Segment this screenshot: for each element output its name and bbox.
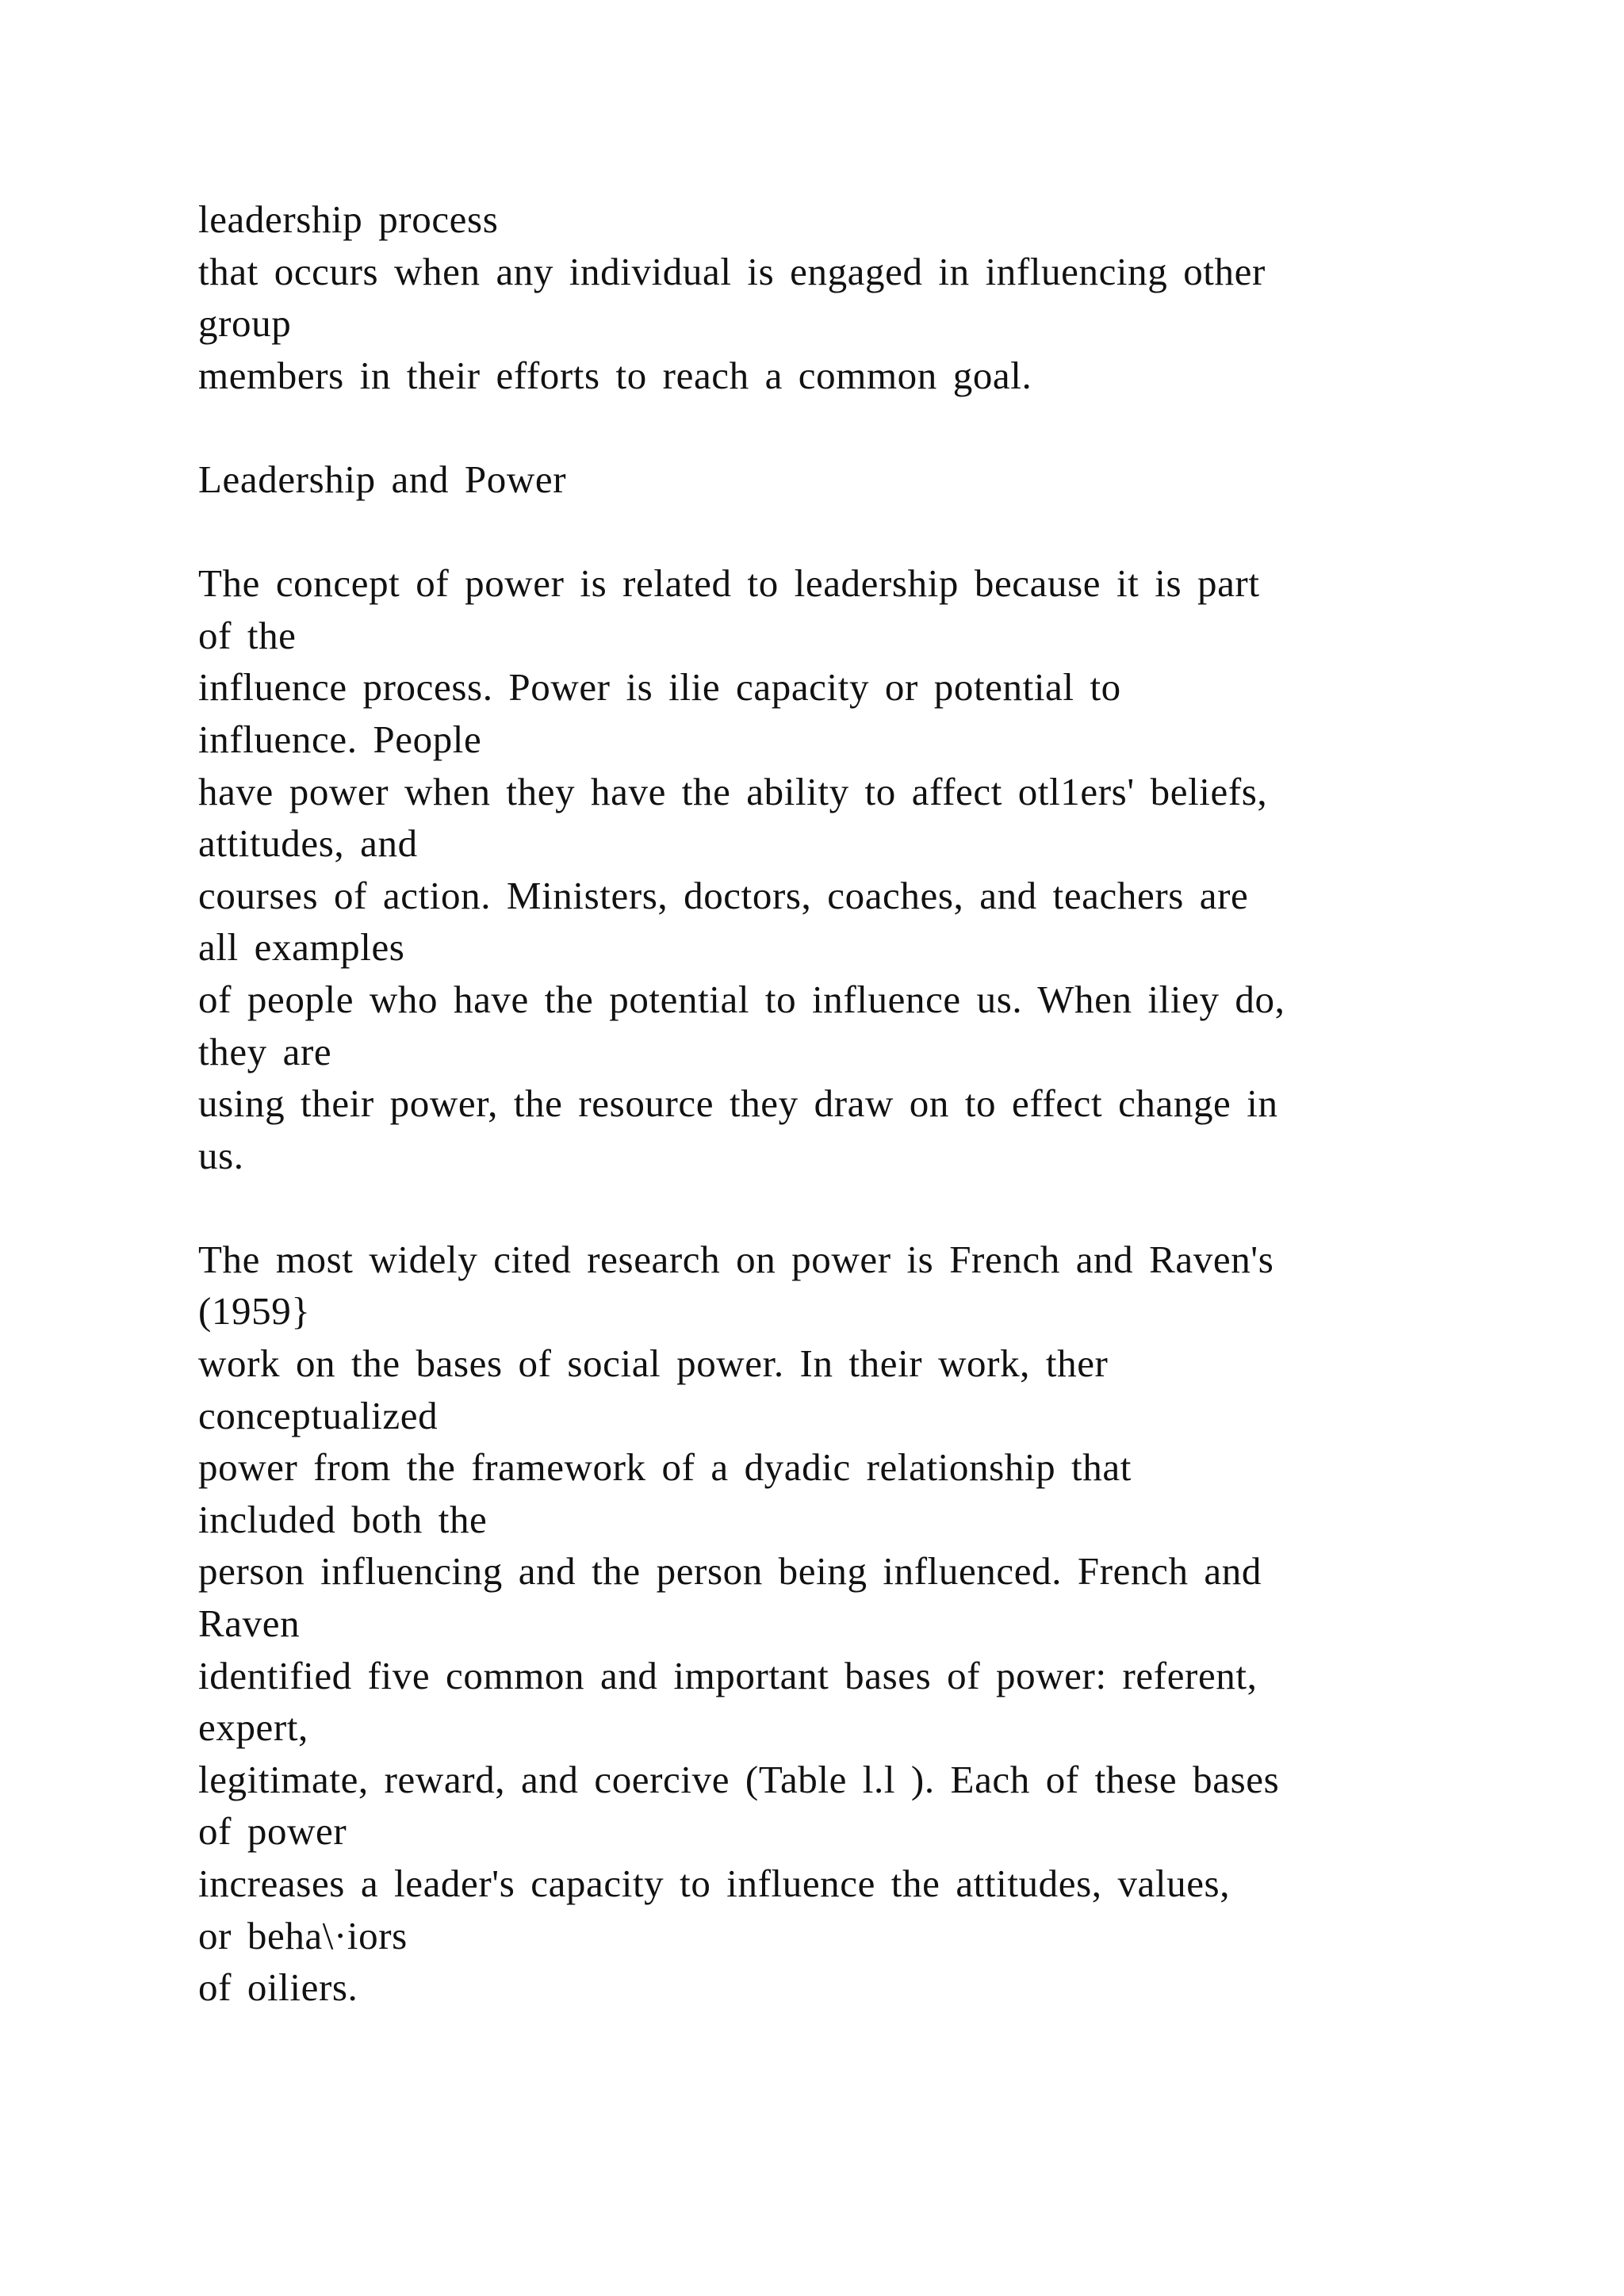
text-line: increases a leader's capacity to influence the attitudes, values, [198, 1862, 1231, 1905]
text-line: or beha\·iors [198, 1913, 408, 1957]
text-line: using their power, the resource they draw on to effect change in [198, 1081, 1278, 1126]
text-line: group [198, 301, 292, 346]
text-line: us. [198, 1133, 244, 1177]
document-body [198, 193, 1483, 2014]
text-line: members in their efforts to reach a common goal. [198, 353, 1032, 397]
text-line: The most widely cited research on power is French and Raven's [198, 1237, 1274, 1281]
text-line: (1959} [198, 1289, 311, 1334]
text-line: of power [198, 1809, 347, 1854]
text-line: expert, [198, 1705, 308, 1750]
text-line: influence process. Power is ilie capacity or potential to [198, 665, 1121, 710]
text-line: legitimate, reward, and coercive (Table l.l ). Each of these bases [198, 1757, 1280, 1801]
text-line: conceptualized [198, 1393, 439, 1437]
text-line: have power when they have the ability to affect otl1ers' beliefs, [198, 769, 1268, 813]
text-line: courses of action. Ministers, doctors, coaches, and teachers are [198, 873, 1249, 917]
text-line: included both the [198, 1497, 488, 1541]
blank-line [198, 401, 1483, 453]
section-heading: Leadership and Power [198, 457, 567, 501]
text-line: power from the framework of a dyadic relationship that [198, 1445, 1132, 1490]
text-line: influence. People [198, 717, 482, 761]
blank-line [198, 506, 1483, 558]
text-line: work on the bases of social power. In their work, ther [198, 1341, 1109, 1386]
text-line: of the [198, 613, 297, 657]
text-line: The concept of power is related to leadership because it is part [198, 561, 1260, 606]
text-line: leadership process [198, 197, 499, 241]
text-line: attitudes, and [198, 821, 418, 866]
text-line: person influencing and the person being influenced. French and [198, 1549, 1262, 1594]
text-line: they are [198, 1029, 332, 1073]
text-line: Raven [198, 1601, 301, 1646]
text-line: of people who have the potential to influence us. When iliey do, [198, 977, 1285, 1021]
text-line: of oiliers. [198, 1965, 358, 2010]
text-line: that occurs when any individual is engaged in influencing other [198, 249, 1266, 293]
blank-line [198, 1181, 1483, 1234]
text-line: identified five common and important bases of power: referent, [198, 1653, 1258, 1697]
text-line: all examples [198, 925, 405, 970]
